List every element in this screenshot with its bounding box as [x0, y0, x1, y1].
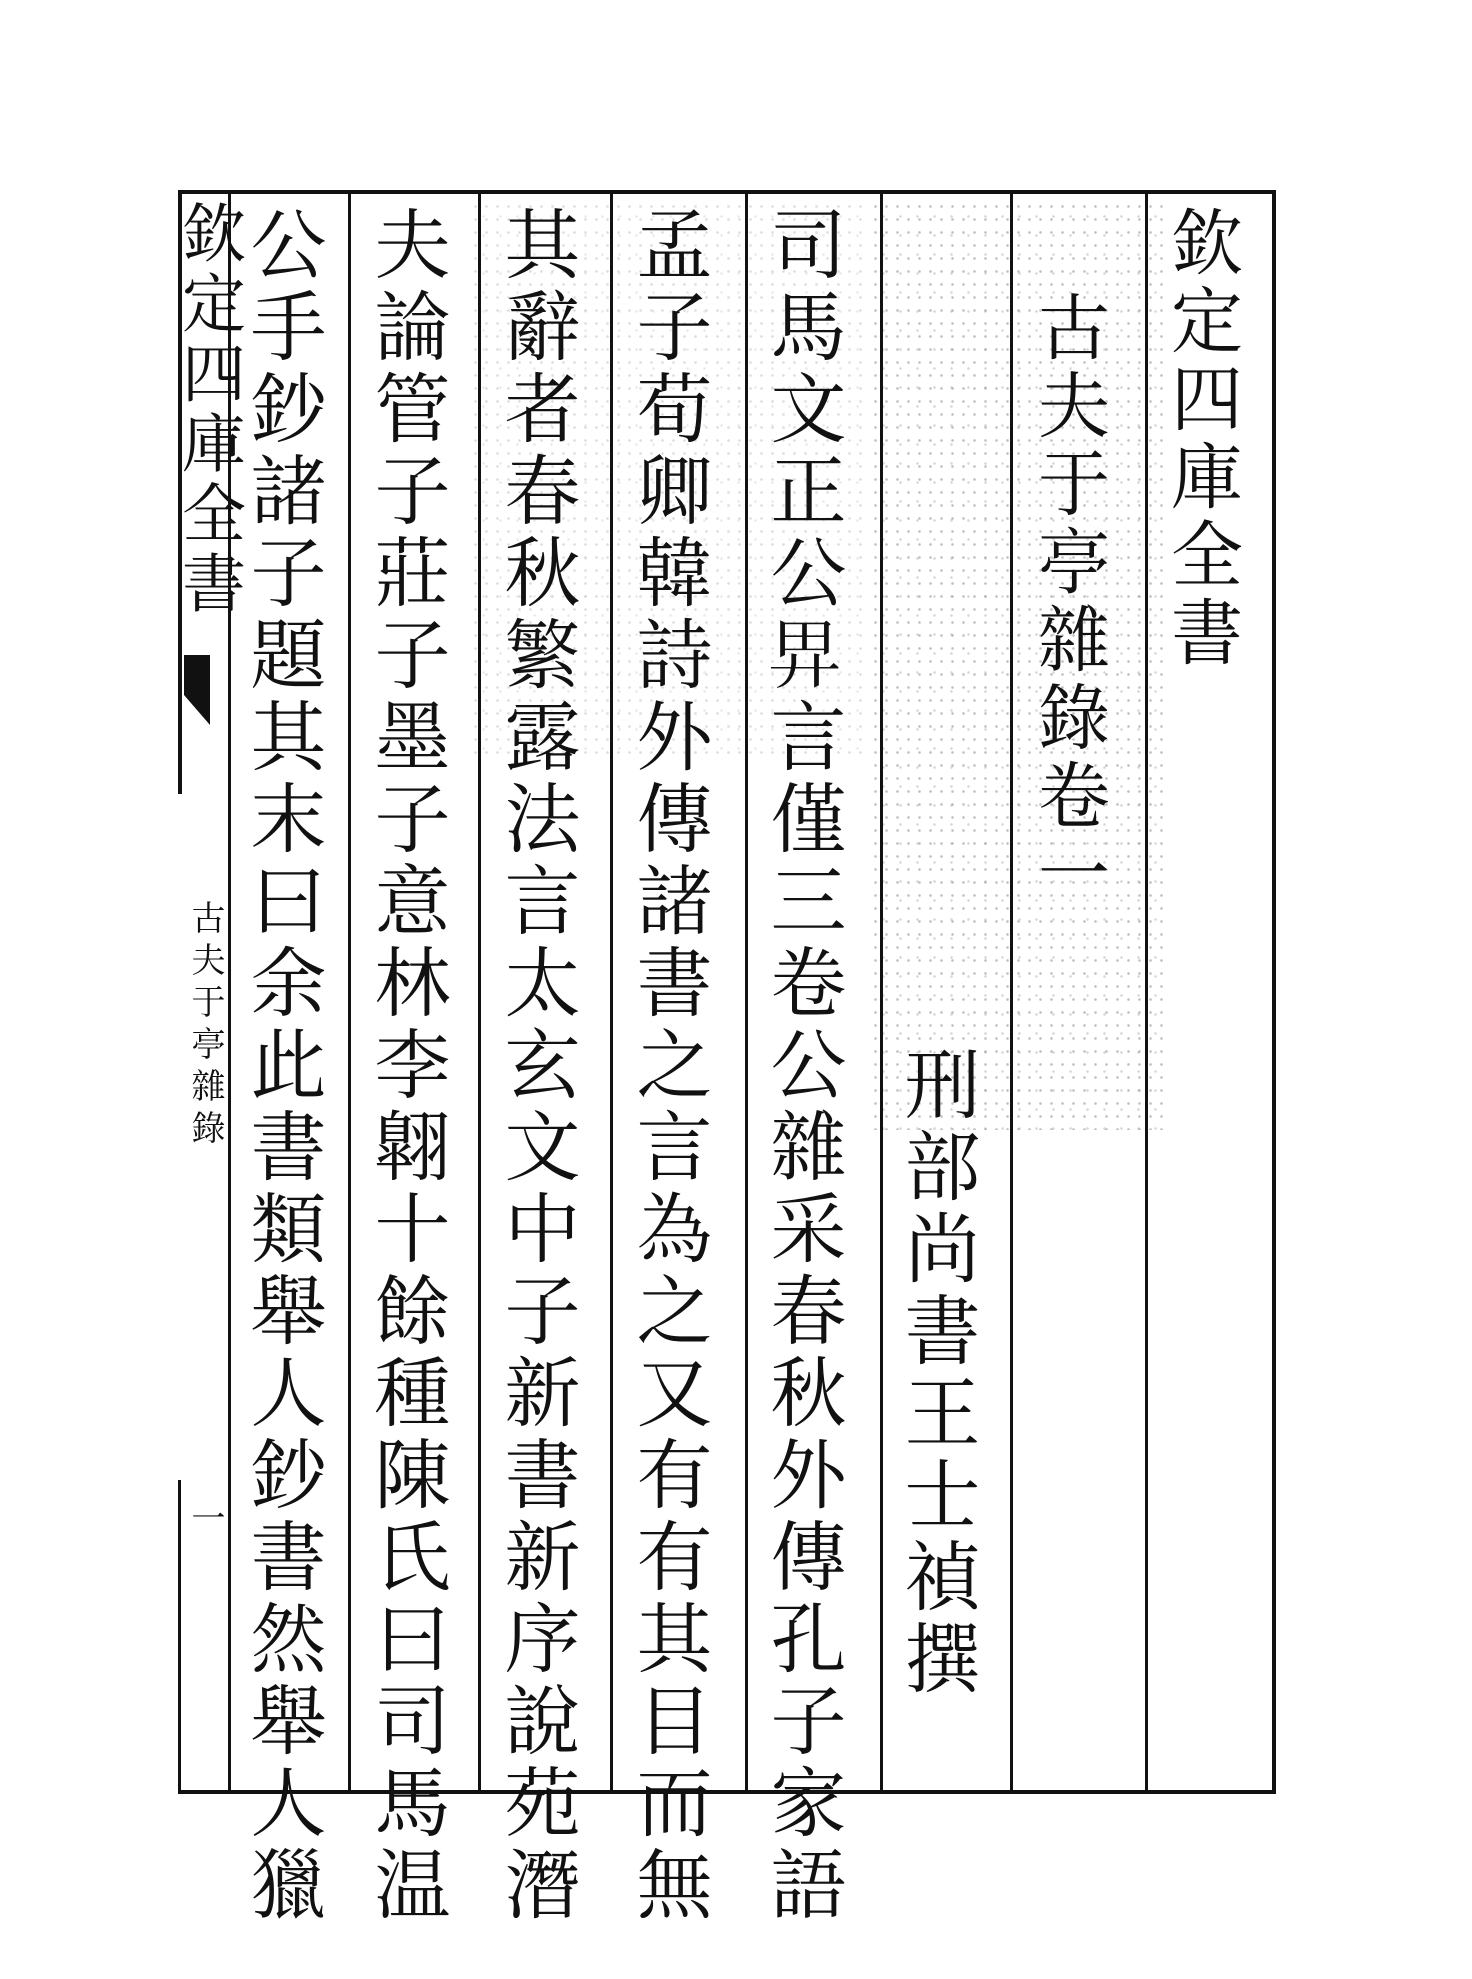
- ink-speckle-area: [870, 200, 1170, 1130]
- text-column-1: 司馬文正公𢌿言僅三卷公雜采春秋外傳孔子家語: [758, 205, 847, 1927]
- frame-right-line: [1272, 190, 1276, 1794]
- margin-book-title: 古夫于亭雜錄: [185, 900, 225, 1152]
- column-divider: [610, 190, 613, 1794]
- fishtail-mark: [184, 655, 210, 695]
- column-divider: [1010, 190, 1013, 1794]
- frame-bottom-line: [180, 1790, 1275, 1794]
- column-divider: [880, 190, 883, 1794]
- frame-top-line: [180, 190, 1275, 194]
- book-title: 古夫于亭雜錄卷一: [1026, 290, 1110, 914]
- margin-series-title: 欽定四庫全書: [171, 200, 245, 620]
- text-column-2: 孟子荀卿韓詩外傳諸書之言為之又有有其目而無: [624, 205, 713, 1927]
- author-line: 刑部尚書王士禎撰: [892, 1045, 981, 1701]
- column-divider: [478, 190, 481, 1794]
- series-title: 欽定四庫全書: [1159, 205, 1243, 673]
- text-column-4: 夫論管子莊子墨子意林李翺十餘種陳氏曰司馬温: [362, 205, 451, 1927]
- text-column-5: 公手鈔諸子題其末曰余此書類舉人鈔書然舉人獵: [238, 205, 327, 1927]
- column-divider: [1145, 190, 1148, 1794]
- frame-left-line-lower: [178, 1480, 181, 1794]
- text-column-3: 其辭者春秋繁露法言太玄文中子新書新序說苑潛: [492, 205, 581, 1927]
- column-divider: [745, 190, 748, 1794]
- folio-number: 一: [185, 1500, 225, 1542]
- column-divider: [348, 190, 351, 1794]
